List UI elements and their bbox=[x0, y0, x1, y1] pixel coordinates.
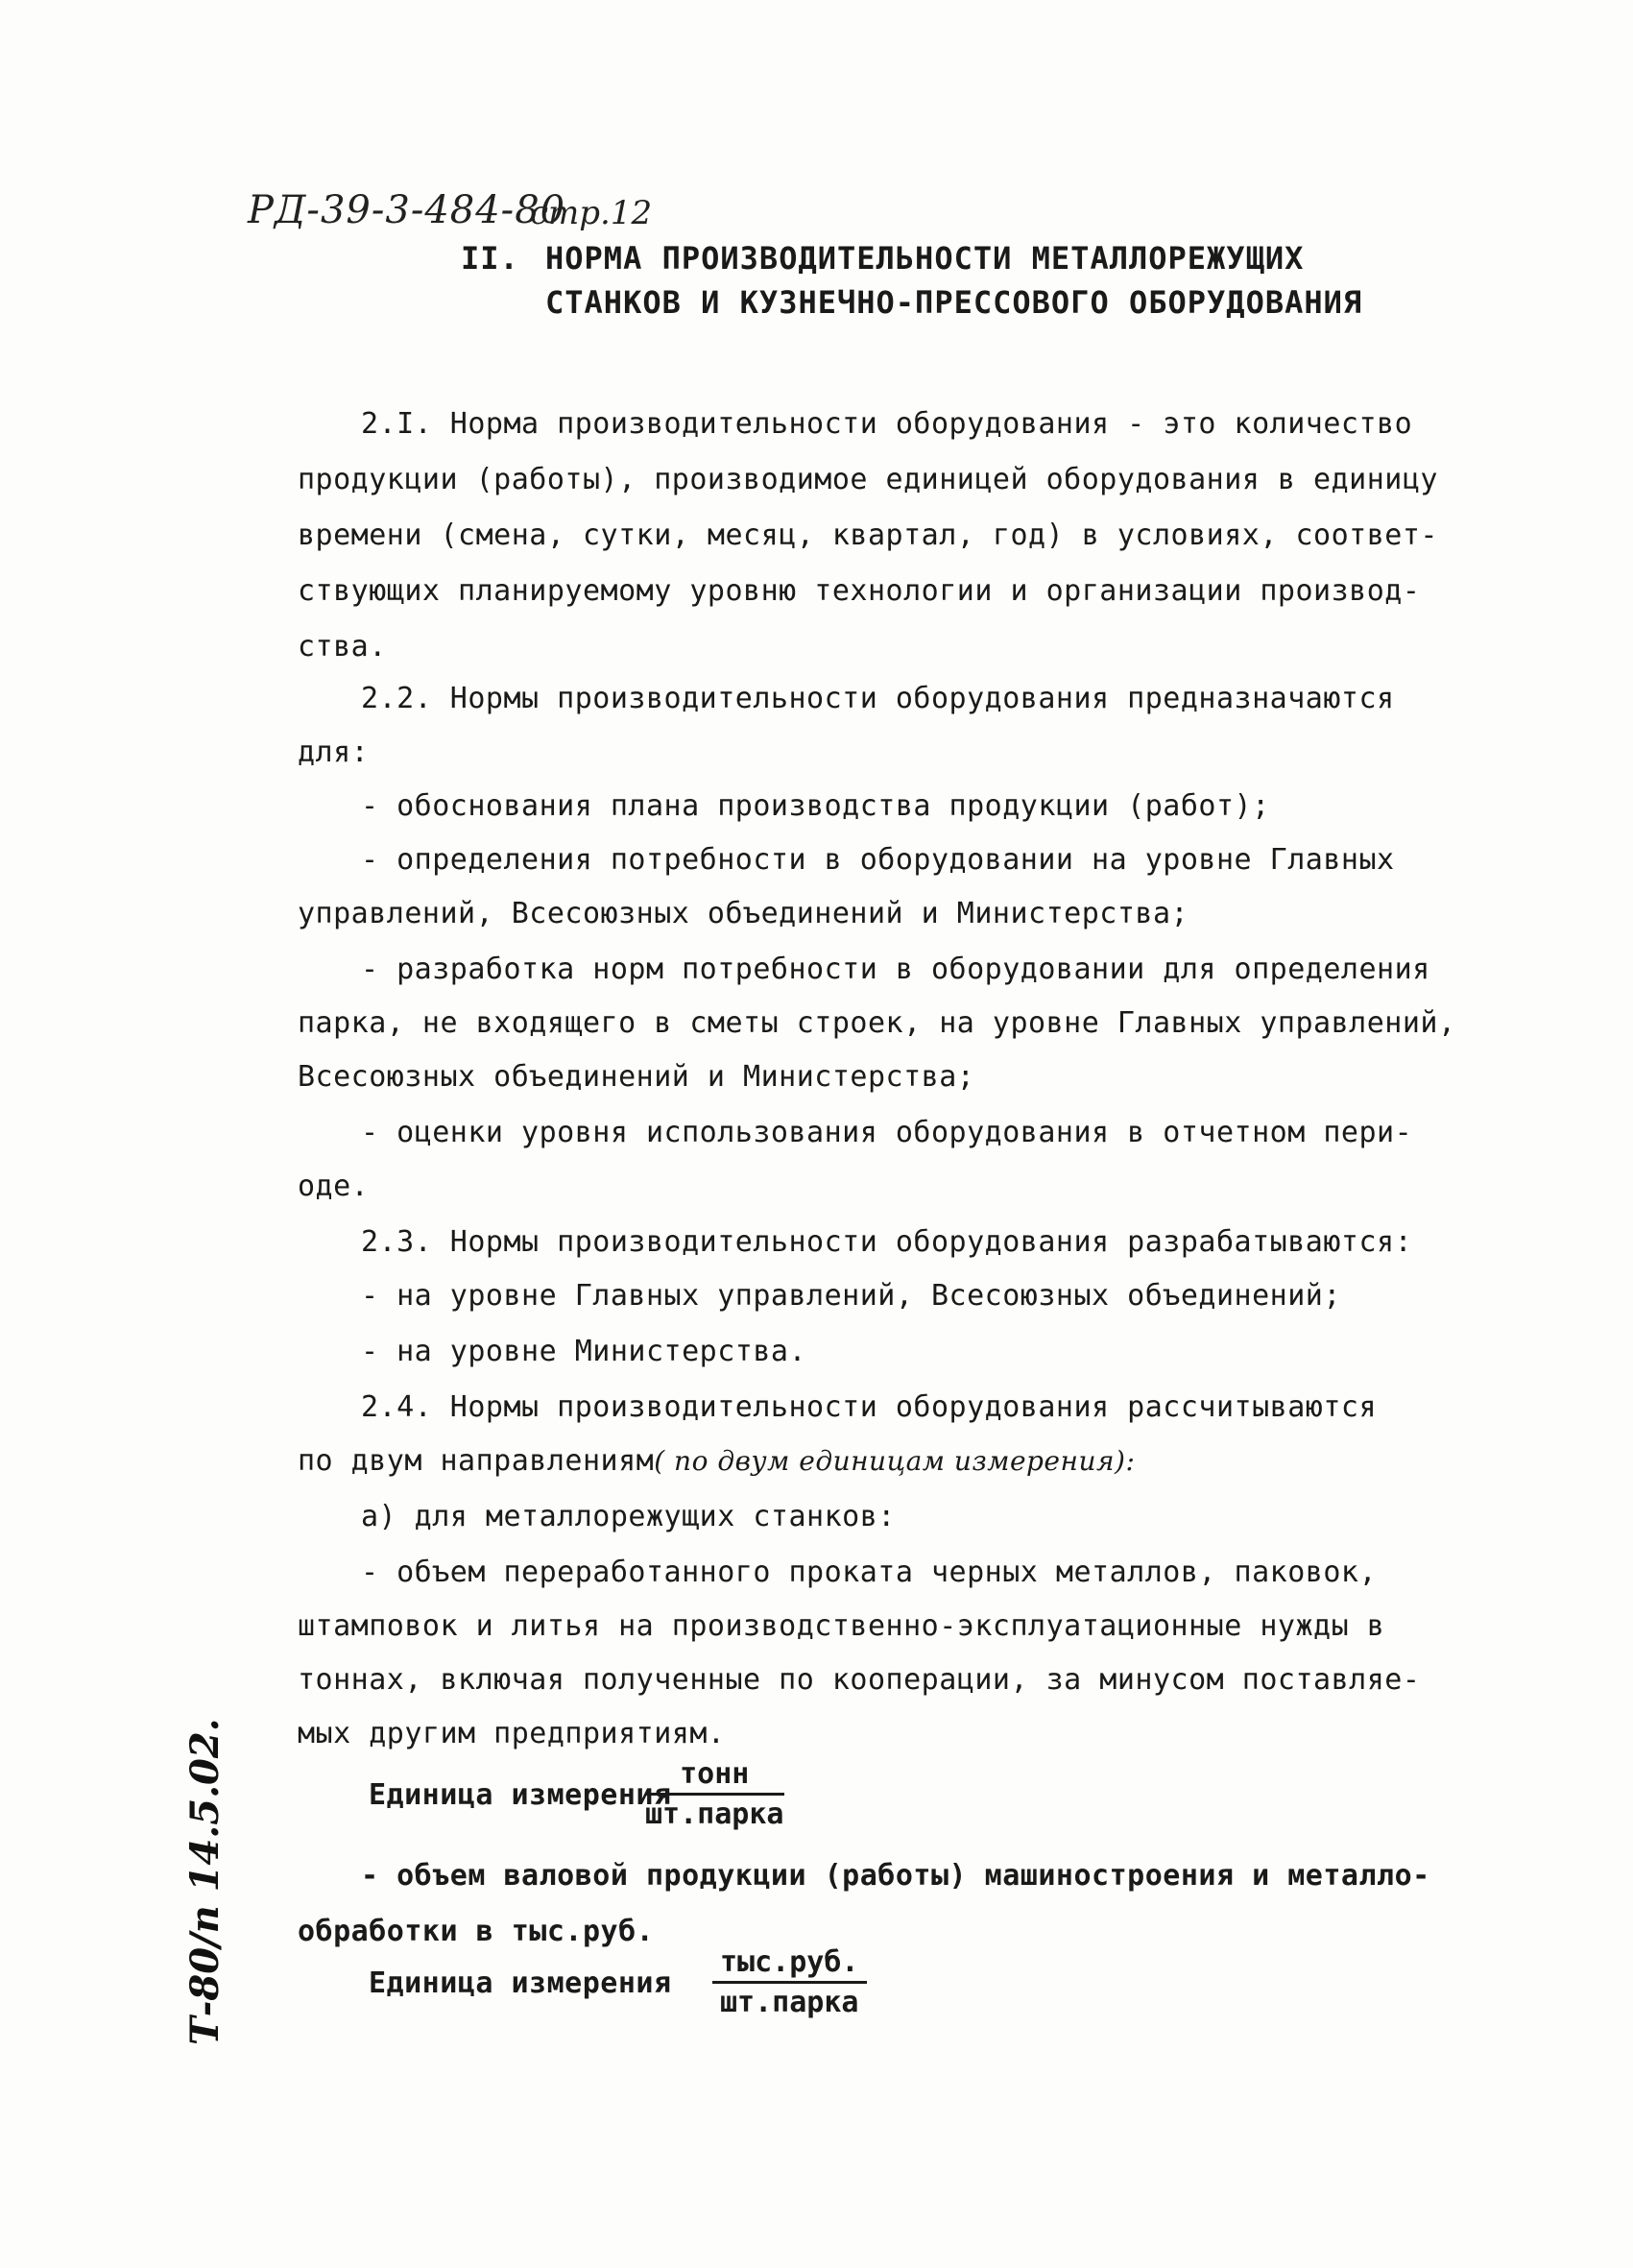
paragraph-2-3-item-2: - на уровне Министерства. bbox=[361, 1335, 807, 1368]
unit-1-label: Единица измерения bbox=[369, 1778, 672, 1812]
subsection-a-heading: а) для металлорежущих станков: bbox=[361, 1500, 896, 1533]
paragraph-2-1-line-2: продукции (работы), производимое единицей оборудования в единицу bbox=[298, 463, 1438, 496]
subsection-a-item-1-line-2: штамповок и литья на производственно-эксплуатационные нужды в bbox=[298, 1609, 1385, 1643]
unit-1-numerator: тонн bbox=[645, 1757, 784, 1796]
unit-1-denominator: шт.парка bbox=[645, 1798, 784, 1831]
paragraph-2-3-line-1: 2.3. Нормы производительности оборудования разрабатываются: bbox=[361, 1225, 1413, 1259]
purpose-item-4-line-2: оде. bbox=[298, 1170, 370, 1203]
section-number: II. bbox=[461, 240, 519, 277]
unit-1-fraction bbox=[645, 1757, 784, 1831]
purpose-item-1: - обоснования плана производства продукции (работ); bbox=[361, 789, 1270, 823]
purpose-item-2-line-2: управлений, Всесоюзных объединений и Министерства; bbox=[298, 897, 1189, 930]
paragraph-2-4-line-2 bbox=[298, 1444, 1135, 1478]
purpose-item-2-line-1: - определения потребности в оборудовании на уровне Главных bbox=[361, 843, 1395, 877]
unit-2-fraction bbox=[712, 1945, 867, 2019]
paragraph-2-1-line-1: 2.I. Норма производительности оборудования - это количество bbox=[361, 407, 1413, 441]
paragraph-2-4-text: по двум направлениям bbox=[298, 1444, 655, 1478]
document-code: РД-39-3-484-80 bbox=[248, 188, 566, 232]
subsection-a-item-1-line-4: мых другим предприятиям. bbox=[298, 1717, 726, 1750]
purpose-item-3-line-3: Всесоюзных объединений и Министерства; bbox=[298, 1060, 975, 1094]
subsection-a-item-1-line-3: тоннах, включая полученные по кооперации, за минусом поставляе- bbox=[298, 1663, 1421, 1697]
unit-2-label: Единица измерения bbox=[369, 1966, 672, 2000]
margin-handwritten-note: Т-80/п 14.5.02. bbox=[182, 1718, 228, 2045]
section-title-line-1: НОРМА ПРОИЗВОДИТЕЛЬНОСТИ МЕТАЛЛОРЕЖУЩИХ bbox=[545, 240, 1305, 277]
handwritten-insertion: ( по двум единицам измерения): bbox=[654, 1445, 1136, 1477]
subsection-a-item-2-line-1: - объем валовой продукции (работы) машиностроения и металло- bbox=[361, 1859, 1430, 1893]
paragraph-2-3-item-1: - на уровне Главных управлений, Всесоюзных объединений; bbox=[361, 1279, 1341, 1313]
page-number-label: стр.12 bbox=[530, 194, 653, 232]
paragraph-2-2-line-2: для: bbox=[298, 736, 370, 769]
purpose-item-3-line-1: - разработка норм потребности в оборудовании для определения bbox=[361, 953, 1430, 986]
section-title-line-2: СТАНКОВ И КУЗНЕЧНО-ПРЕССОВОГО ОБОРУДОВАНИЯ bbox=[545, 284, 1363, 321]
subsection-a-item-1-line-1: - объем переработанного проката черных металлов, паковок, bbox=[361, 1556, 1378, 1589]
paragraph-2-1-line-4: ствующих планируемому уровню технологии и организации производ- bbox=[298, 574, 1421, 608]
unit-2-denominator: шт.парка bbox=[720, 1986, 859, 2019]
paragraph-2-2-line-1: 2.2. Нормы производительности оборудования предназначаются bbox=[361, 682, 1395, 715]
purpose-item-4-line-1: - оценки уровня использования оборудования в отчетном пери- bbox=[361, 1116, 1413, 1149]
paragraph-2-4-line-1: 2.4. Нормы производительности оборудования рассчитываются bbox=[361, 1390, 1378, 1424]
paragraph-2-1-line-3: времени (смена, сутки, месяц, квартал, год) в условиях, соответ- bbox=[298, 519, 1438, 552]
purpose-item-3-line-2: парка, не входящего в сметы строек, на уровне Главных управлений, bbox=[298, 1006, 1456, 1040]
paragraph-2-1-line-5: ства. bbox=[298, 630, 387, 664]
subsection-a-item-2-line-2: обработки в тыс.руб. bbox=[298, 1915, 655, 1948]
unit-2-numerator: тыс.руб. bbox=[712, 1945, 867, 1984]
